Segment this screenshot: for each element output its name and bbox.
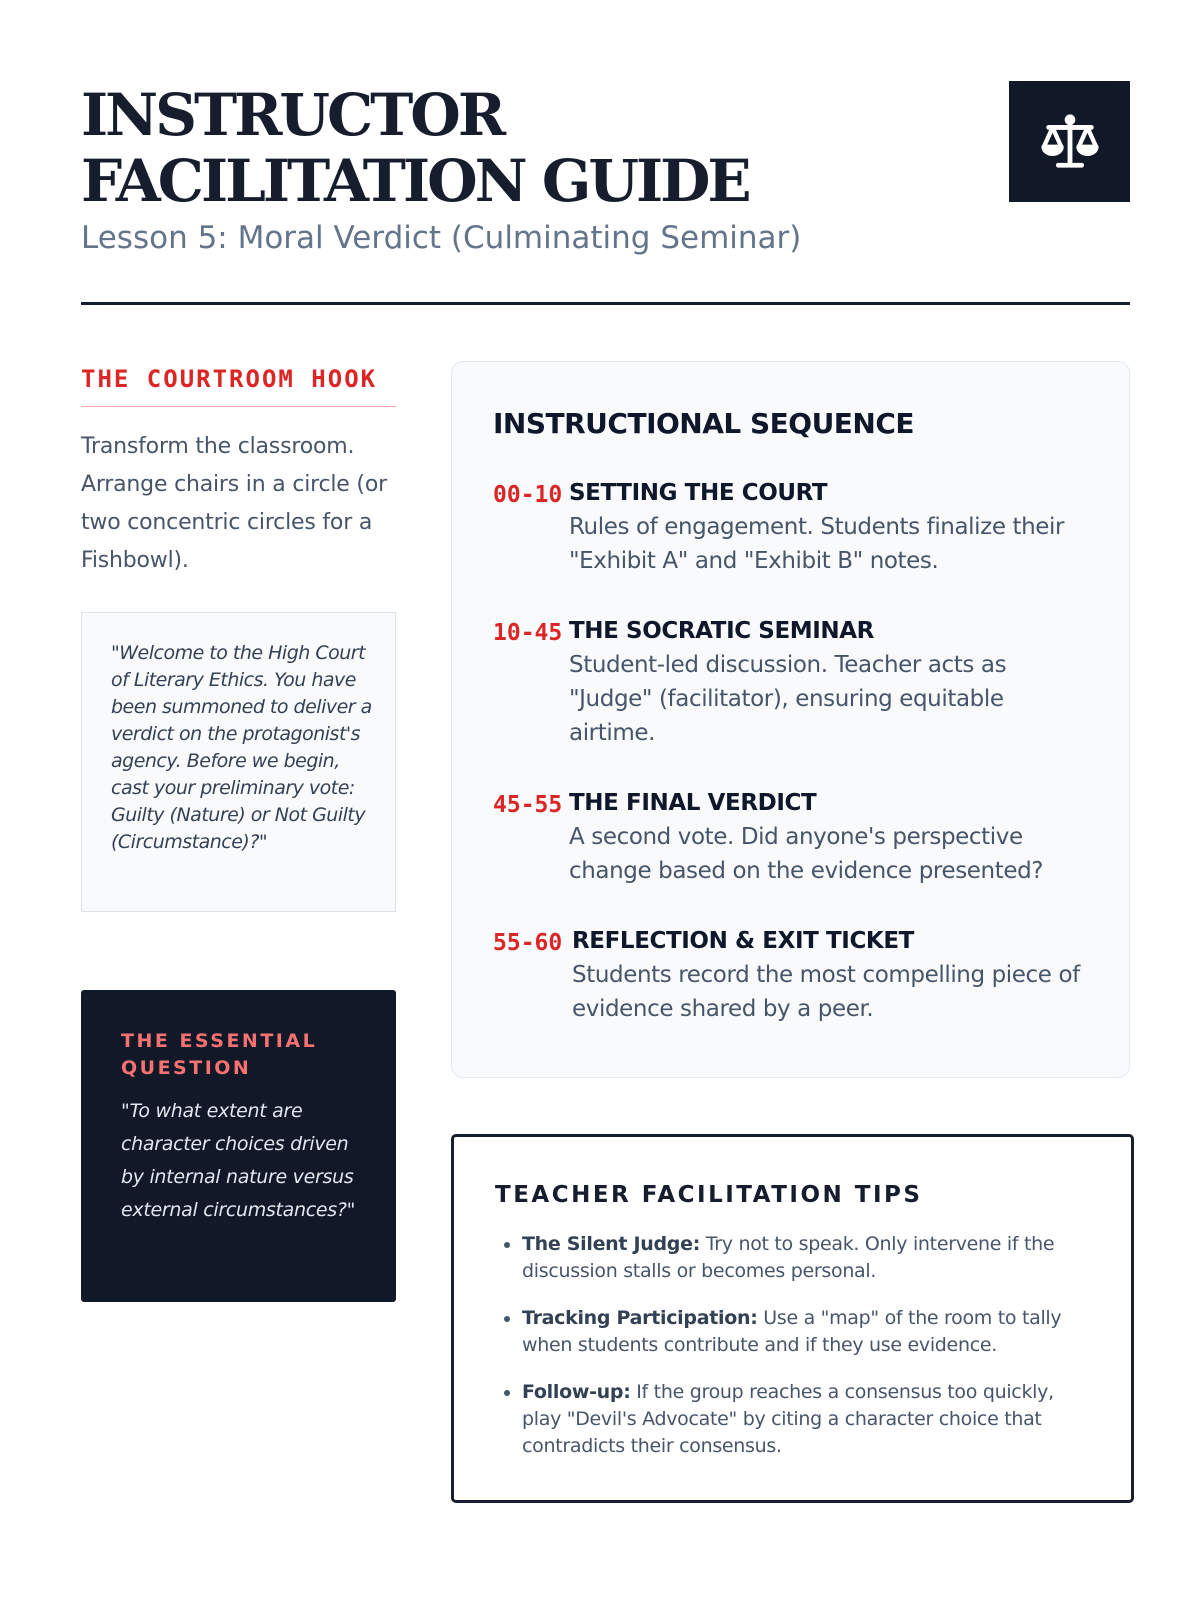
tip-label: The Silent Judge:: [522, 1233, 700, 1255]
sequence-title: SETTING THE COURT: [569, 480, 828, 506]
sequence-body: [569, 614, 1089, 750]
sequence-title: REFLECTION & EXIT TICKET: [572, 928, 914, 954]
opening-quote: "Welcome to the High Court of Literary Ethics. You have been summoned to deliver a verdict on the protagonist's agency. Before we begin, cast your preliminary vote: Guilty (Nature) or Not Guilty (Circumstance)?": [111, 642, 372, 853]
facilitation-tips-card: [451, 1134, 1134, 1503]
courtroom-hook-section: [81, 362, 396, 912]
lesson-subtitle: Lesson 5: Moral Verdict (Culminating Seminar): [81, 220, 802, 256]
sequence-description: A second vote. Did anyone's perspective change based on the evidence presented?: [569, 824, 1044, 884]
sequence-time: 10-45: [493, 620, 563, 646]
tip-text: If the group reaches a consensus too quickly, play "Devil's Advocate" by citing a character choice that contradicts their consensus.: [522, 1381, 1054, 1457]
sequence-title: THE SOCRATIC SEMINAR: [569, 618, 874, 644]
essential-question-text: "To what extent are character choices driven by internal nature versus external circumstances?": [121, 1100, 356, 1221]
sequence-body: [569, 786, 1089, 888]
header-divider: [81, 302, 1130, 305]
sequence-item: [493, 476, 1089, 578]
instructional-sequence-card: [451, 361, 1130, 1078]
tip-label: Follow-up:: [522, 1381, 631, 1403]
tip-item: [522, 1305, 1091, 1359]
opening-quote-box: [81, 612, 396, 912]
tip-text: Try not to speak. Only intervene if the discussion stalls or becomes personal.: [522, 1233, 1055, 1282]
sequence-title: THE FINAL VERDICT: [569, 790, 817, 816]
sequence-heading: INSTRUCTIONAL SEQUENCE: [493, 407, 915, 440]
page-header: [81, 82, 1130, 257]
sequence-item: [493, 614, 1089, 750]
tips-heading: TEACHER FACILITATION TIPS: [495, 1182, 923, 1208]
hook-instructions: Transform the classroom. Arrange chairs in a circle (or two concentric circles for a Fishbowl).: [81, 434, 387, 573]
sequence-description: Student-led discussion. Teacher acts as "Judge" (facilitator), ensuring equitable airtime.: [569, 652, 1007, 746]
essential-question-heading: THE ESSENTIAL QUESTION: [121, 1030, 318, 1079]
sequence-item: [493, 924, 1089, 1026]
scales-of-justice-icon: [1039, 111, 1101, 173]
tip-label: Tracking Participation:: [522, 1307, 758, 1329]
tip-text: Use a "map" of the room to tally when students contribute and if they use evidence.: [522, 1307, 1062, 1356]
sequence-list: [493, 476, 1089, 1026]
tip-item: [522, 1379, 1091, 1460]
tip-item: [522, 1231, 1091, 1285]
sequence-body: [572, 924, 1089, 1026]
sequence-time: 45-55: [493, 792, 563, 818]
sequence-description: Students record the most compelling piece of evidence shared by a peer.: [572, 962, 1080, 1022]
sequence-time: 55-60: [493, 930, 563, 956]
sequence-item: [493, 786, 1089, 888]
essential-question-card: [81, 990, 396, 1302]
sequence-description: Rules of engagement. Students finalize their "Exhibit A" and "Exhibit B" notes.: [569, 514, 1065, 574]
sequence-body: [569, 476, 1089, 578]
page-title: INSTRUCTOR FACILITATION GUIDE: [81, 81, 749, 215]
logo-badge: [1009, 81, 1130, 202]
tips-list: [495, 1231, 1091, 1460]
sequence-time: 00-10: [493, 482, 563, 508]
hook-heading: THE COURTROOM HOOK: [81, 362, 396, 407]
